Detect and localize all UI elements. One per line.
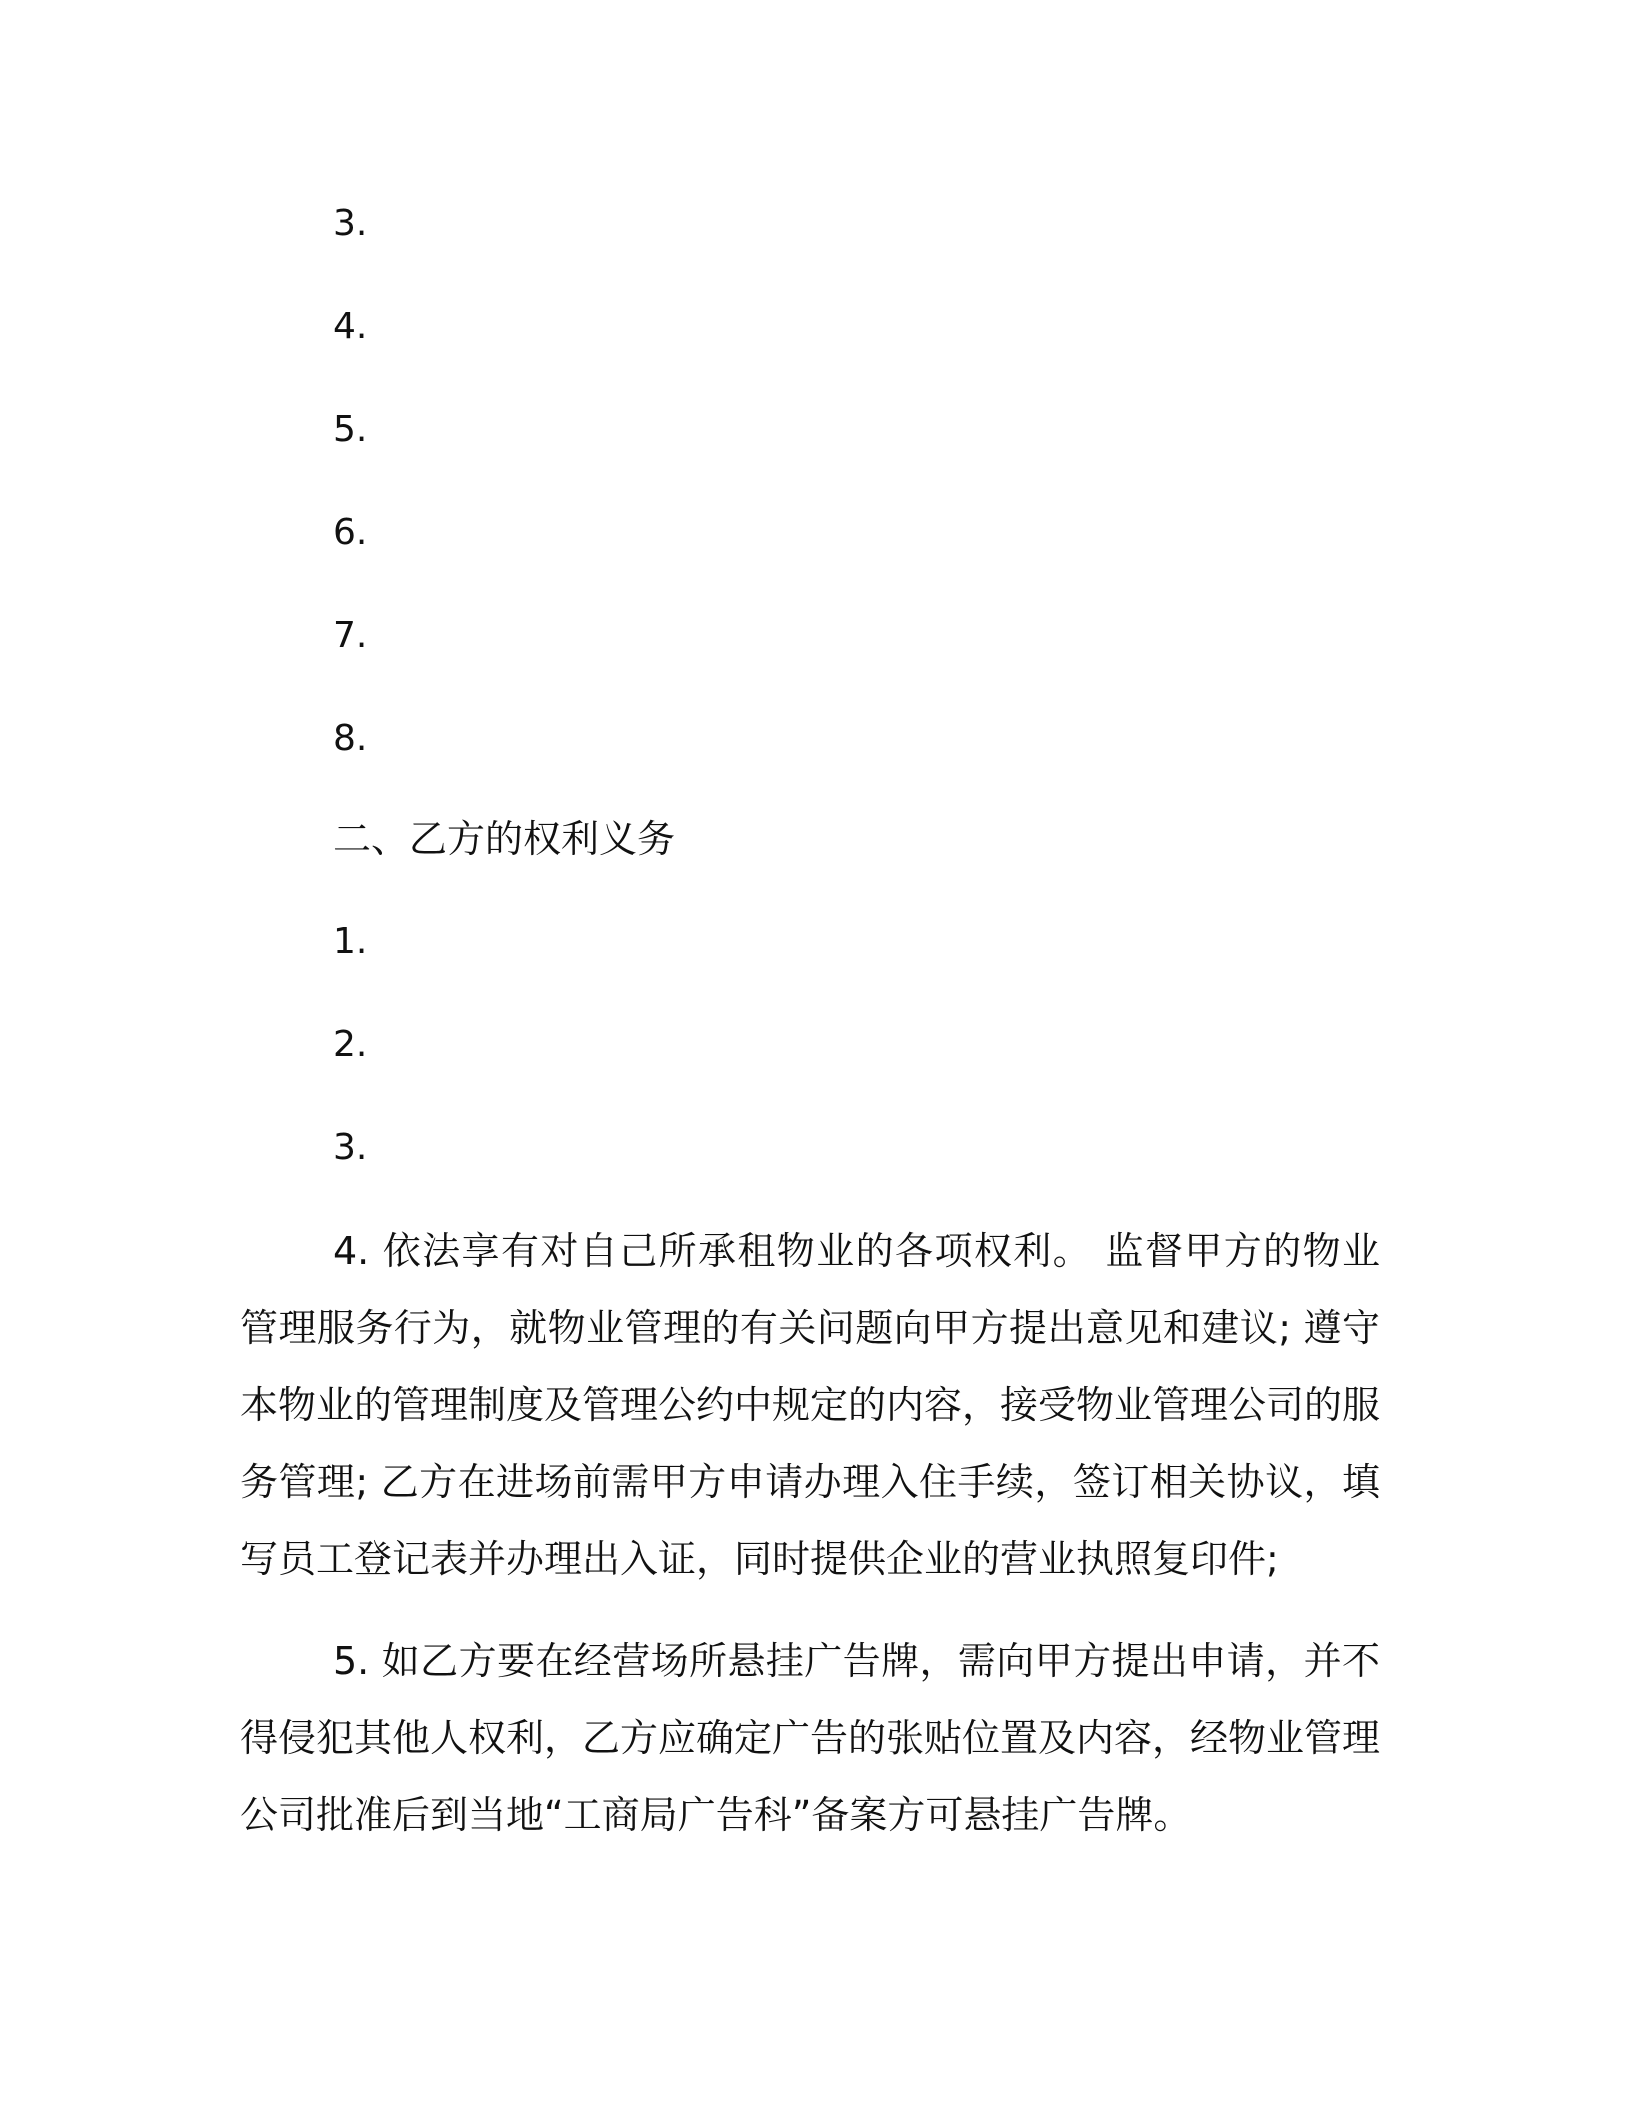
list-item-number: 1. (333, 921, 368, 962)
list-item-number: 3. (333, 1127, 368, 1168)
paragraph-item-4: 4. 依法享有对自己所承租物业的各项权利。 监督甲方的物业管理服务行为，就物业管理的有关问题向甲方提出意见和建议; 遵守本物业的管理制度及管理公约中规定的内容，接受物业管理公司的服务管理; 乙方在进场前需甲方申请办理入住手续，签订相关协议，填写员工登记表并办理出入证，同时提供企业的营业执照复印件; (240, 1229, 1381, 1581)
list-item-number: 6. (333, 512, 368, 553)
list-item-number: 8. (333, 718, 368, 759)
list-item-number: 5. (333, 409, 368, 450)
paragraph-item-5: 5. 如乙方要在经营场所悬挂广告牌，需向甲方提出申请，并不得侵犯其他人权利，乙方应确定广告的张贴位置及内容，经物业管理公司批准后到当地“工商局广告科”备案方可悬挂广告牌。 (240, 1639, 1381, 1837)
list-item-number: 3. (333, 203, 368, 244)
section-heading: 二、乙方的权利义务 (333, 817, 676, 861)
list-item-number: 2. (333, 1024, 368, 1065)
list-item-number: 7. (333, 615, 368, 656)
list-item-number: 4. (333, 306, 368, 347)
